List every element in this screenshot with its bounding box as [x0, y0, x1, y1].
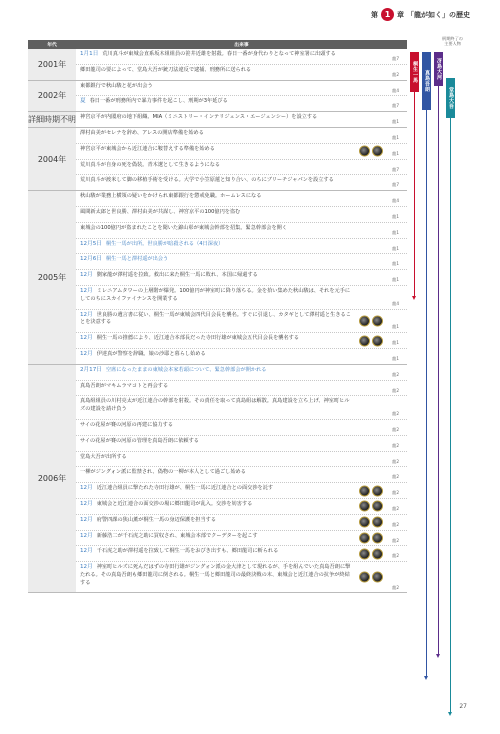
- game-title-tag: 龍4: [392, 300, 399, 306]
- event-date: 12月: [80, 272, 93, 279]
- timeline-arrow-icon: [412, 296, 416, 300]
- event-text-block: [80, 193, 404, 201]
- event-date: 12月: [80, 350, 93, 357]
- game-title-tag: 龍4: [392, 198, 399, 204]
- event-date: 12月: [80, 311, 93, 318]
- game-title-tag: 龍1: [392, 277, 399, 283]
- event-text-block: [80, 209, 404, 217]
- event-text-block: [80, 130, 404, 138]
- sidebar-header-line-2: 主要人物: [444, 41, 461, 46]
- game-title-tag: 龍2: [392, 426, 399, 432]
- event-entry: [76, 96, 407, 111]
- events-cell: [76, 364, 407, 593]
- event-text: 真島吾朗がマキムラマコトと再会する: [80, 382, 169, 389]
- event-text: 桐生一馬の推薦により、近江連合本部長だった寺田行雄が東城会五代目会長を襲名する: [96, 335, 300, 342]
- event-text: 真島組組員の川村亮太が近江連合の幹部を射殺。その責任を取って真島組は解散。真島建設を立ち上げ、神室町ヒルズの建設を請け負う: [80, 398, 350, 413]
- chapter-number-badge: 1: [381, 8, 394, 21]
- chapter-header: [371, 8, 470, 21]
- event-text: 桐生一馬と澤村遥が出会う: [105, 256, 169, 263]
- character-portrait-icon: [372, 315, 383, 326]
- game-title-tag: 龍1: [392, 213, 399, 219]
- character-portrait-icon: [359, 532, 370, 543]
- character-tag: 桐生一馬: [410, 52, 419, 92]
- event-text-block: [80, 501, 404, 509]
- game-title-tag: 龍1: [392, 355, 399, 361]
- event-entry: [76, 499, 407, 515]
- game-title-tag: 龍2: [392, 371, 399, 377]
- event-date: 12月: [80, 500, 93, 507]
- event-text: 郷田龍司の要によって、堂島大吾が銃刀法違反で逮捕、刑務所に送られる: [80, 66, 252, 73]
- event-date: 12月: [80, 516, 93, 523]
- event-text: 東城会と近江連合の面交渉の場に郷田龍司が乱入。交渉を妨害する: [96, 500, 253, 507]
- game-title-tag: 龍1: [392, 229, 399, 235]
- event-text-block: [80, 177, 404, 185]
- character-portrait-icon: [372, 532, 383, 543]
- timeline-table: [28, 40, 407, 593]
- event-text: 堂島大吾が出所する: [80, 453, 127, 460]
- character-timeline-line: [438, 86, 439, 654]
- event-text: 劉家龍が澤村遥を拉致。救出に来た桐生一馬に敗れ、本国に帰還する: [96, 272, 258, 279]
- event-text: 東城会の100億円が盗まれたことを聞いた錦山彰が東城会幹部を招集。緊急幹部会を開く: [80, 224, 288, 231]
- event-text: 世良勝の遺言書に従い、桐生一馬が東城会四代目会長を襲名。すぐに引退し、カタギとして澤村遥と生きることを決意する: [80, 311, 351, 326]
- character-portrait-icon: [359, 335, 370, 346]
- event-entry: [76, 112, 407, 127]
- year-cell: 2004年: [28, 127, 76, 190]
- character-portrait-icon: [372, 335, 383, 346]
- character-portrait-icon: [359, 146, 370, 157]
- event-entry: [76, 436, 407, 452]
- event-text: 荒川真斗が自身の死を偽装。青木遼として生きるようになる: [80, 161, 221, 168]
- event-text-block: [80, 225, 404, 233]
- game-title-tag: 龍2: [392, 442, 399, 448]
- year-cell: 詳細時期不明: [28, 112, 76, 128]
- event-entry: [76, 452, 407, 468]
- event-date: 12月6日: [80, 256, 102, 263]
- character-portrait-icon: [372, 517, 383, 528]
- event-text: 東都銀行で秋山駿と花が出会う: [80, 82, 153, 89]
- sidebar-header-line-1: 刑期終了の: [442, 36, 463, 41]
- event-entry: [76, 286, 407, 310]
- character-tag: 真島吾朗: [422, 52, 431, 110]
- event-text-block: [80, 312, 404, 328]
- event-text: 近江連合組員に撃たれた寺田行雄が、桐生一馬に近江連合との面交渉を託す: [96, 485, 274, 492]
- chapter-suffix: 章: [397, 10, 404, 19]
- year-cell: 2001年: [28, 49, 76, 80]
- year-row: [28, 127, 407, 190]
- game-title-tag: 龍1: [392, 340, 399, 346]
- event-date: 12月: [80, 335, 93, 342]
- game-title-tag: 龍7: [392, 56, 399, 61]
- event-entry: [76, 128, 407, 144]
- event-text-block: [80, 272, 404, 280]
- events-cell: [76, 191, 407, 365]
- year-row: [28, 80, 407, 112]
- character-portrait-icon: [359, 485, 370, 496]
- character-tag: 冴島大河: [434, 52, 443, 86]
- game-title-tag: 龍2: [392, 584, 399, 590]
- event-entry: [76, 420, 407, 436]
- event-text: サイの花屋が賽の河原の再建に協力する: [80, 421, 174, 428]
- event-text: サイの花屋が賽の河原の管理を真島吾朗に依頼する: [80, 437, 199, 444]
- character-portrait-icon: [359, 517, 370, 528]
- game-title-tag: 龍7: [392, 166, 399, 172]
- character-portrait-icon: [372, 572, 383, 583]
- event-text: 神宮京平が内閣府の地下組織、MIA（ミニストリー・インテリジェンス・エージェンシー）を設立する: [80, 114, 318, 121]
- character-timeline-line: [414, 92, 415, 296]
- event-text-block: [80, 146, 404, 154]
- year-row: [28, 49, 407, 80]
- event-entry: [76, 531, 407, 547]
- event-entry: [76, 175, 407, 190]
- game-title-tag: 龍2: [392, 387, 399, 393]
- character-tag: 堂島大吾: [446, 78, 455, 118]
- event-text-block: [80, 67, 404, 75]
- character-timeline-line: [426, 110, 427, 676]
- event-entry: [76, 381, 407, 397]
- event-entry: [76, 65, 407, 80]
- event-text: 澤村由美がセレナを辞め、アレスの開店準備を始める: [80, 129, 204, 136]
- event-text: 春日一番が刑務所内で暴力事件を起こし、刑期が3年延びる: [89, 98, 228, 105]
- game-title-tag: 龍7: [392, 103, 399, 109]
- game-title-tag: 龍1: [392, 150, 399, 156]
- event-entry: [76, 160, 407, 176]
- year-cell: 2005年: [28, 191, 76, 365]
- event-entry: [76, 333, 407, 349]
- timeline-arrow-icon: [448, 712, 452, 716]
- events-cell: [76, 49, 407, 80]
- character-portrait-icon: [359, 572, 370, 583]
- event-text: 神室町ヒルズに死んだはずの寺田行雄がジングォン派の金大津として現れるが、手を組んでいた真島吾朗に撃たれる。その真島吾朗も郷田龍司に倒される。桐生一馬と郷田龍司の最終決戦の末、東城会と近江連合の抗争が終結する: [80, 564, 351, 586]
- event-date: 12月: [80, 548, 93, 555]
- game-title-tag: 龍1: [392, 245, 399, 251]
- event-text-block: [80, 422, 404, 430]
- game-title-tag: 龍2: [392, 490, 399, 496]
- event-date: 12月: [80, 485, 93, 492]
- year-column-header: 年代: [28, 40, 76, 49]
- year-row: [28, 112, 407, 128]
- event-entry: [76, 254, 407, 270]
- event-entry: [76, 207, 407, 223]
- character-portrait-icon: [372, 501, 383, 512]
- game-title-tag: 龍2: [392, 474, 399, 480]
- event-text-block: [80, 367, 404, 375]
- event-text-block: [80, 398, 404, 414]
- event-text-block: [80, 469, 404, 477]
- event-text: 荒川真斗が東城会直系坂木組組員の笹井近雄を射殺。春日一番が身代わりとなって神室署に出頭する: [102, 51, 336, 57]
- game-title-tag: 龍4: [392, 87, 399, 93]
- character-portrait-icon: [372, 146, 383, 157]
- event-text-block: [80, 114, 404, 122]
- event-entry: [76, 310, 407, 334]
- events-cell: [76, 127, 407, 190]
- event-entry: [76, 562, 407, 592]
- event-date: 12月: [80, 287, 93, 294]
- event-date: 12月: [80, 532, 93, 539]
- event-entry: [76, 515, 407, 531]
- event-text: 秋山駿が業務上横領の疑いをかけられ東都銀行を懲戒免職。ホームレスになる: [80, 193, 262, 200]
- year-cell: 2006年: [28, 364, 76, 593]
- event-text-block: [80, 548, 404, 556]
- character-portrait-icon: [359, 548, 370, 559]
- event-text-block: [80, 241, 404, 249]
- event-text: 府警四課の狭山薫が桐生一馬の身辺保護を担当する: [96, 516, 217, 523]
- character-portrait-icon: [359, 315, 370, 326]
- events-cell: [76, 80, 407, 112]
- event-entry: [76, 349, 407, 364]
- event-column-header: 出来事: [76, 40, 407, 49]
- timeline-arrow-icon: [424, 676, 428, 680]
- event-text: 新藤浩二が千石虎之助に買収され、東城会本部でクーデターを起こす: [96, 532, 258, 539]
- event-text-block: [80, 83, 404, 91]
- event-text-block: [80, 485, 404, 493]
- event-date: 2月17日: [80, 366, 102, 373]
- page-number: 27: [459, 703, 467, 710]
- event-date: 12月5日: [80, 240, 102, 247]
- event-text: 風間新太郎と世良勝、澤村由美が共謀し、神宮京平の100億円を盗む: [80, 208, 241, 215]
- event-text: 空席になったままの東城会本家若頭について、緊急幹部会が開かれる: [105, 366, 267, 373]
- game-title-tag: 龍7: [392, 182, 399, 188]
- event-date: 1月1日: [80, 51, 99, 57]
- event-text-block: [80, 51, 404, 59]
- character-portrait-icon: [359, 501, 370, 512]
- event-text-block: [80, 335, 404, 343]
- event-text-block: [80, 564, 404, 587]
- game-title-tag: 龍2: [392, 505, 399, 511]
- character-timeline-line: [450, 118, 451, 712]
- character-portrait-icon: [372, 485, 383, 496]
- event-entry: [76, 270, 407, 286]
- game-title-tag: 龍2: [392, 411, 399, 417]
- game-title-tag: 龍1: [392, 261, 399, 267]
- event-text: 桐生一馬が出所。世良勝が暗殺される（4日深夜）: [105, 240, 224, 247]
- event-text: 千石虎之助が澤村遥を拉致して桐生一馬をおびき出すも、郷田龍司に斬られる: [96, 548, 279, 555]
- year-cell: 2002年: [28, 80, 76, 112]
- event-text: 一柳がジングォン派に監禁され、偽物の一柳が本人として過ごし始める: [80, 469, 246, 476]
- event-text-block: [80, 517, 404, 525]
- game-title-tag: 龍1: [392, 134, 399, 140]
- event-entry: [76, 191, 407, 207]
- event-text: 荒川真斗が渡米して脚の移植手術を受ける。大学で小笠原蓮と知り合い、のちにブリーチジャパンを設立する: [80, 177, 334, 184]
- event-entry: [76, 546, 407, 562]
- event-text-block: [80, 98, 404, 106]
- event-entry: [76, 223, 407, 239]
- sidebar-header: [442, 36, 463, 46]
- event-text-block: [80, 256, 404, 264]
- event-entry: [76, 365, 407, 381]
- event-text-block: [80, 533, 404, 541]
- event-text-block: [80, 288, 404, 304]
- game-title-tag: 龍2: [392, 521, 399, 527]
- event-entry: [76, 483, 407, 499]
- event-entry: [76, 239, 407, 255]
- event-entry: [76, 467, 407, 483]
- year-row: [28, 191, 407, 365]
- game-title-tag: 龍2: [392, 458, 399, 464]
- event-text: 伊達真が警察を辞職。娘の沙耶と暮らし始める: [96, 350, 206, 357]
- events-cell: [76, 112, 407, 128]
- game-title-tag: 龍1: [392, 119, 399, 125]
- chapter-title: 「龍が如く」の歴史: [407, 10, 470, 19]
- timeline-arrow-icon: [436, 654, 440, 658]
- event-entry: [76, 81, 407, 97]
- event-entry: [76, 396, 407, 420]
- event-date: 12月: [80, 564, 93, 571]
- event-date: 夏: [80, 98, 86, 105]
- year-row: [28, 364, 407, 593]
- event-text-block: [80, 383, 404, 391]
- chapter-prefix: 第: [371, 10, 378, 19]
- character-portrait-icon: [372, 548, 383, 559]
- event-entry: [76, 49, 407, 65]
- game-title-tag: 龍2: [392, 537, 399, 543]
- game-title-tag: 龍2: [392, 553, 399, 559]
- event-text-block: [80, 454, 404, 462]
- game-title-tag: 龍1: [392, 324, 399, 330]
- event-text: ミレニアムタワーの上層階が爆発。100億円が神室町に降り落ちる。金を拾い集めた秋山駿は、それを元手にしてのちにスカイファイナンスを開業する: [80, 287, 351, 302]
- event-text: 神宮京平が東城会から近江連合に鞍替えする準備を始める: [80, 145, 215, 152]
- event-text-block: [80, 162, 404, 170]
- event-entry: [76, 144, 407, 160]
- game-title-tag: 龍2: [392, 71, 399, 77]
- event-text-block: [80, 351, 404, 359]
- event-text-block: [80, 438, 404, 446]
